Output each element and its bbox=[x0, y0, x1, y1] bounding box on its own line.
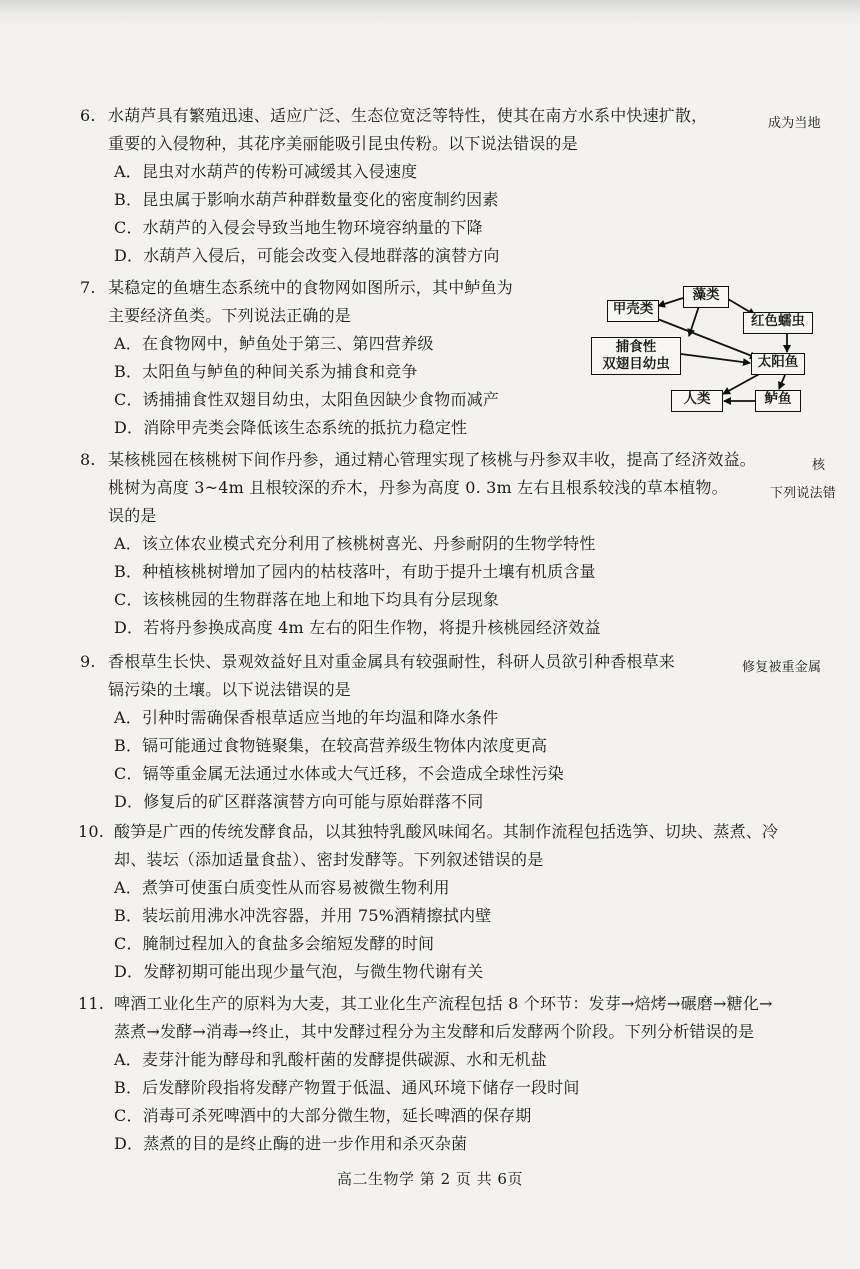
node-diptera-label-line-2: 双翅目幼虫 bbox=[602, 356, 670, 372]
question-10-option-c: C．腌制过程加入的食盐多会缩短发酵的时间 bbox=[114, 934, 435, 953]
node-predatory-diptera-larvae bbox=[591, 337, 681, 375]
arrow-diptera-to-sunfish bbox=[681, 354, 750, 363]
arrow-sunfish-to-perch bbox=[779, 375, 785, 389]
page-footer: 高二生物学 第 2 页 共 6页 bbox=[337, 1170, 523, 1188]
question-9-text-line-1-tail: 修复被重金属 bbox=[742, 660, 822, 675]
question-7-option-b: B．太阳鱼与鲈鱼的种间关系为捕食和竞争 bbox=[114, 362, 418, 381]
node-sunfish: 太阳鱼 bbox=[751, 353, 805, 375]
question-8-option-a: A．该立体农业模式充分利用了核桃树喜光、丹参耐阴的生物学特性 bbox=[114, 534, 596, 553]
question-6-number: 6. bbox=[80, 106, 96, 125]
question-7-number: 7. bbox=[80, 278, 96, 297]
question-8-option-d: D．若将丹参换成高度 4m 左右的阳生作物，将提升核桃园经济效益 bbox=[114, 618, 601, 637]
question-10-text-line-2: 却、装坛（添加适量食盐）、密封发酵等。下列叙述错误的是 bbox=[114, 850, 544, 869]
question-7-text-line-1: 某稳定的鱼塘生态系统中的食物网如图所示，其中鲈鱼为 bbox=[108, 278, 514, 297]
question-10-number: 10. bbox=[78, 822, 105, 841]
question-10-text-line-1: 酸笋是广西的传统发酵食品，以其独特乳酸风味闻名。其制作流程包括选笋、切块、蒸煮、冷 bbox=[114, 822, 779, 841]
question-6-text-line-1-tail: 成为当地 bbox=[768, 116, 821, 131]
question-8-number: 8. bbox=[80, 450, 96, 469]
arrow-algae-to-crustacean bbox=[658, 298, 683, 306]
question-6-option-b: B．昆虫属于影响水葫芦种群数量变化的密度制约因素 bbox=[114, 190, 499, 209]
question-10-option-d: D．发酵初期可能出现少量气泡，与微生物代谢有关 bbox=[114, 962, 484, 981]
question-9-number: 9. bbox=[80, 652, 96, 671]
question-6-text-line-2: 重要的入侵物种，其花序美丽能吸引昆虫传粉。以下说法错误的是 bbox=[108, 134, 578, 153]
node-red-worm: 红色蠕虫 bbox=[743, 312, 813, 334]
node-human: 人类 bbox=[671, 390, 723, 412]
question-11-option-a: A．麦芽汁能为酵母和乳酸杆菌的发酵提供碳源、水和无机盐 bbox=[114, 1050, 547, 1069]
scan-shadow bbox=[0, 0, 860, 26]
question-6-text-line-1: 水葫芦具有繁殖迅速、适应广泛、生态位宽泛等特性，使其在南方水系中快速扩散， bbox=[108, 106, 708, 125]
question-7-option-d: D．消除甲壳类会降低该生态系统的抵抗力稳定性 bbox=[114, 418, 468, 437]
question-7-option-a: A．在食物网中，鲈鱼处于第三、第四营养级 bbox=[114, 334, 434, 353]
question-8-text-line-1: 某核桃园在核桃树下间作丹参，通过精心管理实现了核桃与丹参双丰收，提高了经济效益。 bbox=[108, 450, 757, 469]
question-7-text-line-2: 主要经济鱼类。下列说法正确的是 bbox=[108, 306, 352, 325]
question-9-option-d: D．修复后的矿区群落演替方向可能与原始群落不同 bbox=[114, 792, 484, 811]
node-crustacean: 甲壳类 bbox=[607, 300, 659, 322]
node-perch: 鲈鱼 bbox=[755, 390, 801, 412]
question-8-text-line-3: 误的是 bbox=[108, 506, 157, 525]
node-diptera-label-line-1: 捕食性 bbox=[615, 339, 657, 355]
question-8-text-line-2-tail: 下列说法错 bbox=[770, 486, 837, 501]
node-algae: 藻类 bbox=[683, 286, 729, 308]
question-8-option-b: B．种植核桃树增加了园内的枯枝落叶，有助于提升土壤有机质含量 bbox=[114, 562, 596, 581]
question-9-option-c: C．镉等重金属无法通过水体或大气迁移，不会造成全球性污染 bbox=[114, 764, 564, 783]
question-9-option-b: B．镉可能通过食物链聚集，在较高营养级生物体内浓度更高 bbox=[114, 736, 548, 755]
question-11-option-b: B．后发酵阶段指将发酵产物置于低温、通风环境下储存一段时间 bbox=[114, 1078, 580, 1097]
question-9-text-line-2: 镉污染的土壤。以下说法错误的是 bbox=[108, 680, 352, 699]
question-9-option-a: A．引种时需确保香根草适应当地的年均温和降水条件 bbox=[114, 708, 499, 727]
question-6-option-c: C．水葫芦的入侵会导致当地生物环境容纳量的下降 bbox=[114, 218, 483, 237]
question-6-option-a: A．昆虫对水葫芦的传粉可减缓其入侵速度 bbox=[114, 162, 418, 181]
question-11-text-line-2: 蒸煮→发酵→消毒→终止，其中发酵过程分为主发酵和后发酵两个阶段。下列分析错误的是 bbox=[114, 1022, 755, 1041]
question-8-option-c: C．该核桃园的生物群落在地上和地下均具有分层现象 bbox=[114, 590, 500, 609]
question-11-number: 11. bbox=[78, 994, 105, 1013]
question-10-option-b: B．装坛前用沸水冲洗容器，并用 75%酒精擦拭内壁 bbox=[114, 906, 492, 925]
question-9-text-line-1: 香根草生长快、景观效益好且对重金属具有较强耐性，科研人员欲引种香根草来 bbox=[108, 652, 676, 671]
question-6-option-d: D．水葫芦入侵后，可能会改变入侵地群落的演替方向 bbox=[114, 246, 500, 265]
question-11-option-d: D．蒸煮的目的是终止酶的进一步作用和杀灭杂菌 bbox=[114, 1134, 468, 1153]
question-11-option-c: C．消毒可杀死啤酒中的大部分微生物，延长啤酒的保存期 bbox=[114, 1106, 532, 1125]
food-web-diagram bbox=[585, 282, 845, 420]
question-7-option-c: C．诱捕捕食性双翅目幼虫，太阳鱼因缺少食物而减产 bbox=[114, 390, 500, 409]
question-11-text-line-1: 啤酒工业化生产的原料为大麦，其工业化生产流程包括 8 个环节：发芽→焙烤→碾磨→糖化→ bbox=[114, 994, 773, 1013]
question-8-text-line-2: 桃树为高度 3~4m 且根较深的乔木，丹参为高度 0. 3m 左右且根系较浅的草本植物。 bbox=[108, 478, 728, 497]
question-8-text-line-1-tail: 核 bbox=[812, 458, 826, 473]
question-10-option-a: A．煮笋可使蛋白质变性从而容易被微生物利用 bbox=[114, 878, 450, 897]
